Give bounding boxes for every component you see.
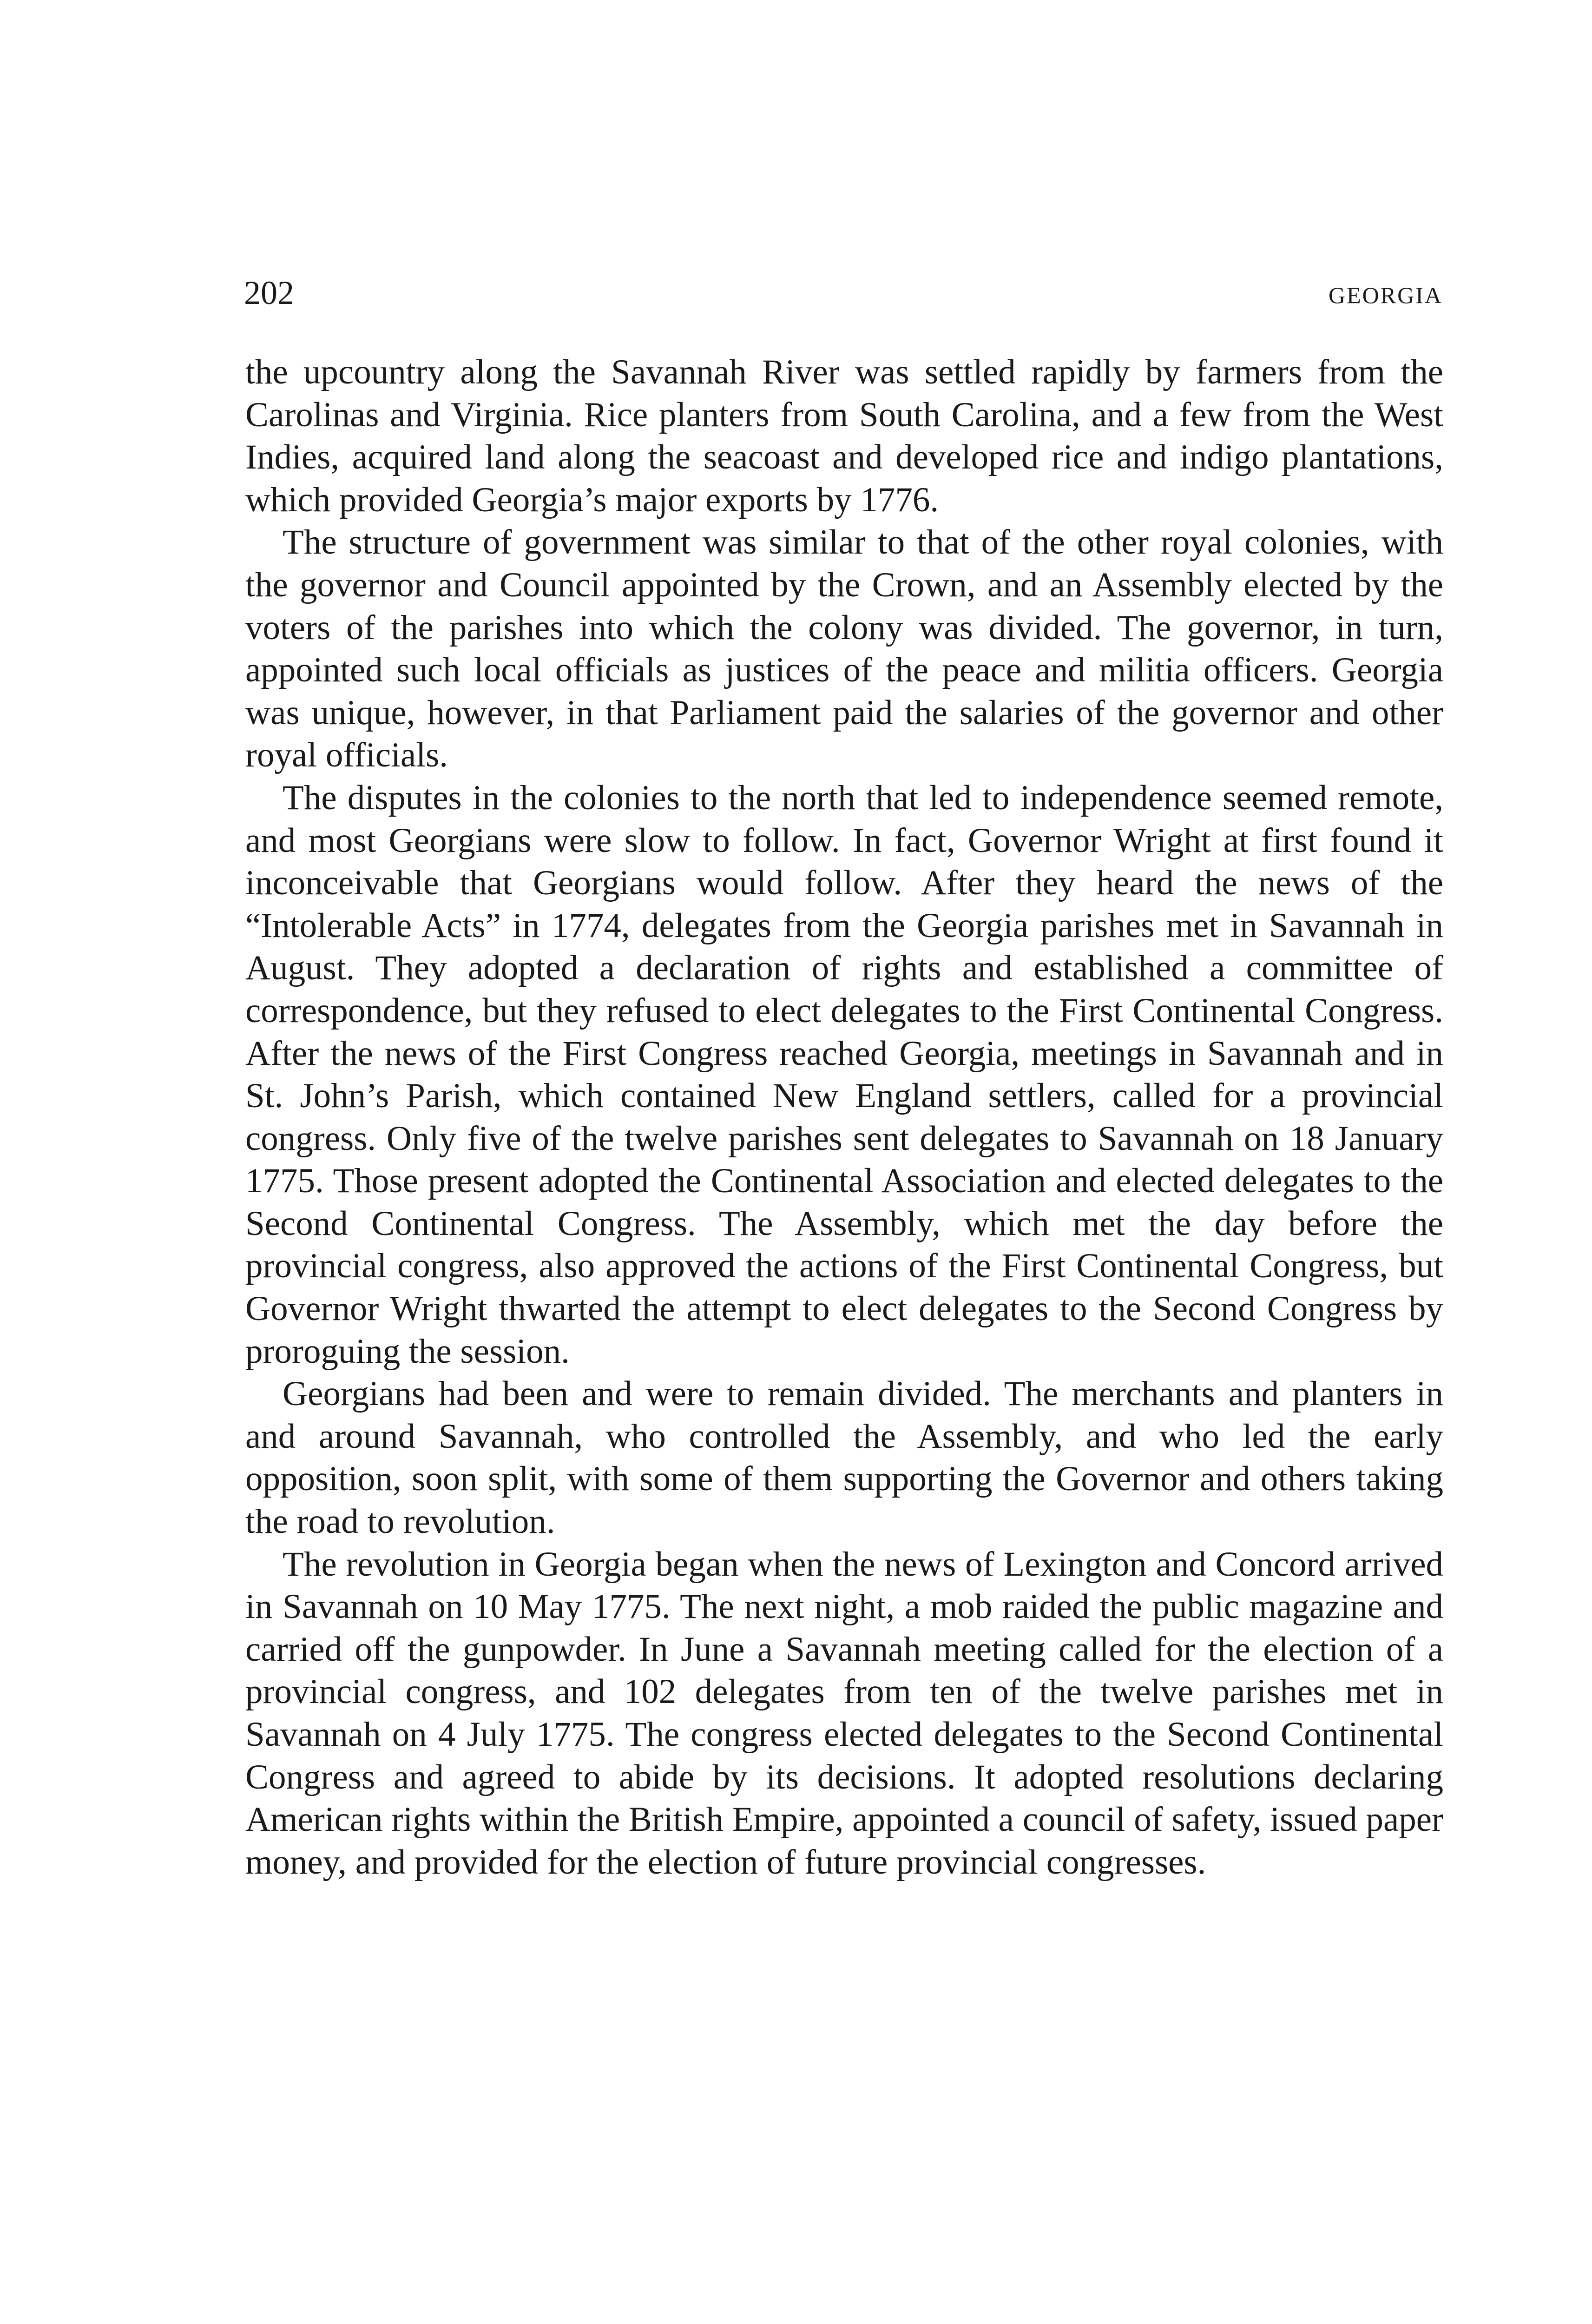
page-number: 202 — [244, 274, 294, 311]
paragraph-government-structure: The structure of government was similar to that of the other royal colonies, with the governor and Council appointed by the Crown, and an Assembly elected by the voters of the parishes into which the colony was divided. The governor, in turn, appointed such local officials as justices of the peace and militia officers. Georgia was unique, however, in that Parliament paid the salaries of the governor and other royal officials. — [245, 523, 1443, 775]
paragraph-disputes: The disputes in the colonies to the north that led to independence seemed remote, and most Georgians were slow to follow. In fact, Governor Wright at first found it inconceivable that Georgians would follow. After they heard the news of the “Intolerable Acts” in 1774, delegates from the Georgia parishes met in Savannah in August. They adopted a declaration of rights and established a committee of correspondence, but they refused to elect delegates to the First Continental Congress. After the news of the First Congress reached Georgia, meetings in Savannah and in St. John’s Parish, which contained New England settlers, called for a provincial congress. Only five of the twelve parishes sent delegates to Savannah on 18 January 1775. Those present adopted the Continental Association and elected delegates to the Second Continental Congress. The Assembly, which met the day before the provincial congress, also approved the actions of the First Continental Congress, but Governor Wright thwarted the attempt to elect delegates to the Second Congress by proroguing the session. — [245, 778, 1443, 1371]
body-text — [245, 351, 1443, 1883]
running-title: GEORGIA — [1329, 282, 1443, 308]
paragraph-revolution: The revolution in Georgia began when the news of Lexington and Concord arrived in Savannah on 10 May 1775. The next night, a mob raided the public magazine and carried off the gunpowder. In June a Savannah meeting called for the election of a provincial congress, and 102 delegates from ten of the twelve parishes met in Savannah on 4 July 1775. The congress elected delegates to the Second Continental Congress and agreed to abide by its decisions. It adopted resolutions declaring American rights within the British Empire, appointed a council of safety, issued paper money, and provided for the election of future provincial congresses. — [245, 1545, 1443, 1882]
paragraph-divided-georgians: Georgians had been and were to remain divided. The merchants and planters in and around Savannah, who controlled the Assembly, and who led the early opposition, soon split, with some of them supporting the Governor and others taking the road to revolution. — [245, 1374, 1443, 1541]
paragraph-continued: the upcountry along the Savannah River was settled rapidly by farmers from the Carolinas and Virginia. Rice planters from South Carolina, and a few from the West Indies, acquired land along the seacoast and developed rice and indigo plantations, which provided Georgia’s major exports by 1776. — [245, 353, 1443, 519]
running-head — [244, 272, 1443, 314]
